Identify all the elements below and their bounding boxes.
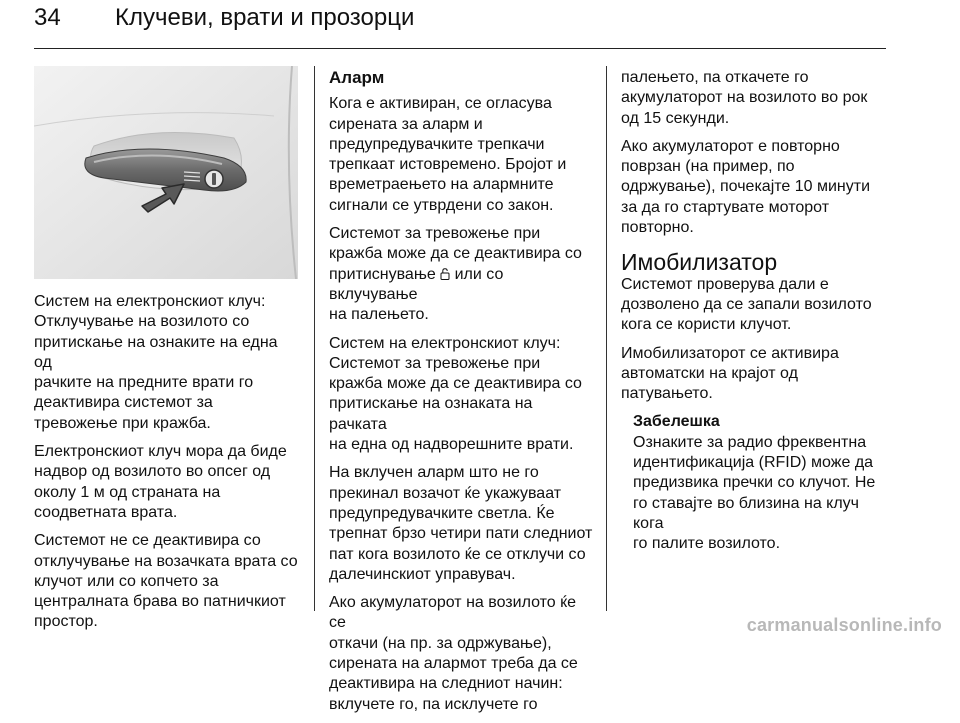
paragraph: Електронскиот клуч мора да биде надвор од возилото во опсег од околу 1 м од страната на соодветната врата. — [34, 443, 287, 521]
note-text: Ознаките за радио фреквентна идентификација (RFID) може да предизвика пречки со клучот. Не го ставајте во близина на клуч кога го палите возилото. — [633, 433, 876, 553]
paragraph: На вклучен аларм што не го прекинал возачот ќе укажуваат предупредувачките светла. Ќе трепнат брзо четири пати следниот пат кога возилото ќе се отклучи со далечинскиот управувач. — [329, 464, 593, 583]
paragraph: Кога е активиран, се огласува сирената за аларм и предупредувачките трепкачи трепкаат истовремено. Бројот и времетраењето на алармните сигнали се утврдени со закон. — [329, 95, 567, 214]
column-divider — [314, 66, 315, 611]
column-1 — [34, 292, 298, 641]
column-2 — [329, 68, 593, 723]
column-divider — [606, 66, 607, 611]
header-rule — [34, 48, 886, 49]
unlock-icon — [440, 268, 450, 280]
section-heading-alarm: Аларм — [329, 68, 385, 87]
paragraph: Системот не се деактивира со отклучување на возачката врата со клучот или со копчето за централната брава во патничкиот простор. — [34, 532, 298, 631]
paragraph: Систем на електронскиот клуч: Отклучување на возилото со притискање на ознаките на една од рачките на предните врати го деактивира системот за тревожење при кражба. — [34, 293, 278, 432]
text-span: или со вклучување на палењето. — [329, 265, 504, 324]
column-3 — [621, 68, 887, 563]
paragraph: Ако акумулаторот на возилото ќе се откачи (на пр. за одржување), сирената на алармот треба да се деактивира на следниот начин: вклучете го, па исклучете го — [329, 594, 578, 713]
text-span: Системот за тревожење при кражба може да се деактивира со притиснување — [329, 225, 582, 283]
paragraph: Системот проверува дали е дозволено да се запали возилото кога се користи клучот. — [621, 275, 872, 334]
paragraph: Ако акумулаторот е повторно поврзан (на пример, по одржување), почекајте 10 минути за да го стартувате моторот повторно. — [621, 137, 871, 237]
section-heading-immobilizer: Имобилизатор — [621, 249, 778, 276]
paragraph: Систем на електронскиот клуч: Системот за тревожење при кражба може да се деактивира со притискање на ознаката на рачката на една од надворешните врати. — [329, 334, 582, 454]
door-handle-figure — [34, 66, 298, 279]
page-number: 34 — [34, 4, 61, 31]
paragraph: палењето, па откачете го акумулаторот на возилото во рок од 15 секунди. — [621, 69, 868, 127]
watermark: carmanualsonline.info — [746, 615, 942, 635]
note-box — [621, 412, 887, 554]
page-title: Клучеви, врати и прозорци — [115, 4, 415, 31]
paragraph — [329, 224, 593, 325]
paragraph: Имобилизаторот се активира автоматски на крајот од патувањето. — [621, 344, 839, 403]
note-label: Забелешка — [633, 413, 720, 431]
door-handle-illustration — [34, 66, 298, 279]
